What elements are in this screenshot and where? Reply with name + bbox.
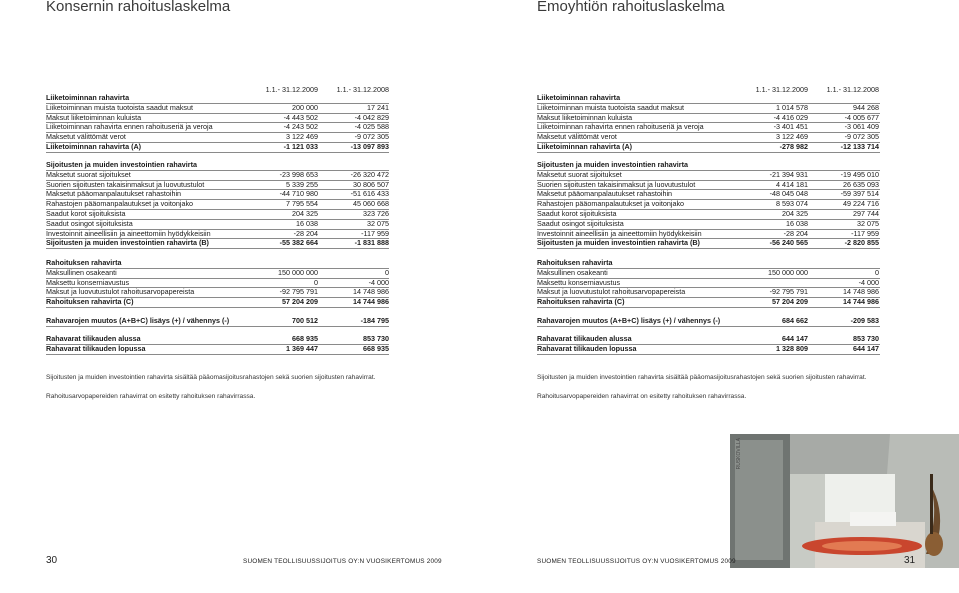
table-row: [537, 170, 880, 180]
row-value-2009: -55 382 664: [279, 238, 318, 248]
row-value-2009: 0: [314, 277, 318, 287]
row-label: Sijoitusten ja muiden investointien rahavirta: [537, 160, 688, 169]
left-page-number: 30: [46, 555, 58, 566]
table-row: [537, 344, 880, 354]
row-label: Liiketoiminnan rahavirta (A): [537, 141, 633, 151]
row-value-2009: 1 369 447: [286, 343, 318, 353]
left-section: [46, 160, 389, 248]
row-label: Suorien sijoitusten takaisinmaksut ja luovutustulot: [46, 179, 205, 189]
table-row: [46, 142, 389, 152]
row-value-2009: -48 045 048: [769, 189, 808, 199]
row-value-2009: 684 662: [782, 316, 808, 325]
right-footer: SUOMEN TEOLLISUUSSIJOITUS OY:N VUOSIKERTOMUS 2009: [537, 558, 736, 565]
row-value-2008: -4 000: [858, 277, 879, 287]
row-label: Liiketoiminnan rahavirta (A): [46, 141, 142, 151]
row-value-2009: 644 147: [782, 334, 808, 343]
row-label: Saadut osingot sijoituksista: [537, 218, 624, 228]
row-value-2008: 14 748 986: [353, 287, 389, 297]
row-value-2008: -9 072 305: [844, 132, 879, 142]
row-value-2009: 1 328 809: [776, 343, 808, 353]
row-label: Liiketoiminnan rahavirta: [46, 93, 130, 102]
row-value-2009: 8 593 074: [776, 199, 808, 209]
row-value-2008: 14 744 986: [843, 297, 879, 307]
table-row: [537, 189, 880, 199]
row-value-2009: -44 710 980: [279, 189, 318, 199]
table-row: [537, 113, 880, 123]
table-row: [537, 278, 880, 288]
row-value-2009: -21 394 931: [769, 169, 808, 179]
table-row: [537, 334, 880, 344]
row-divider: [46, 307, 389, 308]
row-value-2009: 150 000 000: [768, 267, 808, 277]
row-label: Investoinnit aineellisiin ja aineettomiin hyödykkeisiin: [537, 228, 702, 238]
photo-credit: RUSKOVILLA: [736, 438, 742, 470]
right-note-1: Sijoitusten ja muiden investointien rahavirta sisältää pääomasijoitusrahastojen sekä suorien sijoitusten rahavirrat.: [537, 374, 867, 381]
left-section: [46, 316, 389, 326]
row-label: Saadut osingot sijoituksista: [46, 218, 133, 228]
table-row: [537, 238, 880, 248]
left-section: [46, 334, 389, 354]
row-label: Liiketoiminnan muista tuotoista saadut maksut: [537, 102, 685, 112]
row-value-2008: -26 320 472: [350, 169, 389, 179]
table-row: [46, 334, 389, 344]
row-value-2008: -184 795: [360, 316, 389, 325]
row-value-2008: -19 495 010: [840, 169, 879, 179]
row-label: Liiketoiminnan rahavirta: [537, 93, 621, 102]
row-label: Sijoitusten ja muiden investointien rahavirta (B): [537, 238, 700, 248]
table-row: [46, 278, 389, 288]
row-value-2009: 150 000 000: [278, 267, 318, 277]
row-value-2009: 200 000: [292, 102, 318, 112]
row-value-2008: 32 075: [367, 218, 389, 228]
table-row: [46, 229, 389, 239]
left-note-2: Rahoitusarvopapereiden rahavirrat on esitetty rahoituksen rahavirrassa.: [46, 393, 256, 400]
row-value-2008: 14 748 986: [843, 287, 879, 297]
row-value-2008: 853 730: [853, 334, 879, 343]
row-label: Rahavarat tilikauden lopussa: [46, 343, 146, 353]
row-value-2009: -4 416 029: [773, 112, 808, 122]
row-value-2009: 57 204 209: [282, 297, 318, 307]
row-label: Maksullinen osakeanti: [46, 267, 117, 277]
row-value-2009: -4 443 502: [283, 112, 318, 122]
table-row: [46, 344, 389, 354]
row-value-2008: 26 635 093: [843, 179, 879, 189]
right-page-number: 31: [904, 555, 916, 566]
table-row: [46, 268, 389, 278]
row-divider: [537, 248, 880, 249]
row-divider: [537, 152, 880, 153]
row-label: Maksut ja luovutustulot rahoitusarvopapereista: [46, 287, 195, 297]
row-value-2008: 45 060 668: [353, 199, 389, 209]
row-label: Saadut korot sijoituksista: [537, 208, 617, 218]
row-label: Rahastojen pääomanpalautukset ja voitonjako: [46, 199, 194, 209]
right-note-2: Rahoitusarvopapereiden rahavirrat on esitetty rahoituksen rahavirrassa.: [537, 393, 747, 400]
row-label: Liiketoiminnan rahavirta ennen rahoituseriä ja veroja: [537, 122, 704, 132]
row-value-2008: -4 025 588: [354, 122, 389, 132]
row-value-2008: 323 726: [363, 208, 389, 218]
table-row: [537, 258, 880, 268]
left-section: [46, 93, 389, 152]
row-label: Maksut liiketoiminnan kuluista: [46, 112, 142, 122]
row-value-2009: -28 204: [293, 228, 318, 238]
table-row: [537, 199, 880, 209]
row-value-2008: 853 730: [363, 334, 389, 343]
row-value-2009: 3 122 469: [286, 132, 318, 142]
row-value-2009: -28 204: [783, 228, 808, 238]
left-note-1: Sijoitusten ja muiden investointien rahavirta sisältää pääomasijoitusrahastojen sekä suorien sijoitusten rahavirrat.: [46, 374, 376, 381]
row-label: Liiketoiminnan muista tuotoista saadut maksut: [46, 102, 194, 112]
row-label: Rahoituksen rahavirta: [537, 258, 613, 267]
table-row: [537, 268, 880, 278]
row-value-2008: 14 744 986: [353, 297, 389, 307]
table-row: [537, 316, 880, 326]
row-label: Maksetut välittömät verot: [537, 132, 617, 142]
row-label: Liiketoiminnan rahavirta ennen rahoituseriä ja veroja: [46, 122, 213, 132]
table-row: [537, 297, 880, 307]
table-row: [46, 189, 389, 199]
row-value-2008: -117 959: [851, 228, 879, 238]
row-value-2008: 297 744: [853, 208, 879, 218]
row-label: Rahoituksen rahavirta: [46, 258, 122, 267]
table-row: [46, 219, 389, 229]
row-label: Rahoituksen rahavirta (C): [537, 297, 625, 307]
row-value-2008: -4 005 677: [844, 112, 879, 122]
row-value-2009: 700 512: [292, 316, 318, 325]
row-divider: [46, 326, 389, 327]
row-value-2008: -3 061 409: [844, 122, 879, 132]
row-label: Rahoituksen rahavirta (C): [46, 297, 134, 307]
row-label: Maksetut suorat sijoitukset: [46, 169, 131, 179]
row-value-2009: 16 038: [296, 218, 318, 228]
table-row: [537, 142, 880, 152]
row-value-2009: 57 204 209: [772, 297, 808, 307]
left-col-header-2009: 1.1.- 31.12.2009: [265, 85, 318, 94]
table-row: [46, 287, 389, 297]
row-label: Sijoitusten ja muiden investointien rahavirta: [46, 160, 197, 169]
row-value-2009: 7 795 554: [286, 199, 318, 209]
row-value-2009: 1 014 578: [776, 102, 808, 112]
right-col-header-2009: 1.1.- 31.12.2009: [755, 85, 808, 94]
table-row: [537, 209, 880, 219]
row-value-2009: -1 121 033: [283, 141, 318, 151]
row-value-2009: 668 935: [292, 334, 318, 343]
row-divider: [537, 326, 880, 327]
row-value-2008: -13 097 893: [350, 141, 389, 151]
row-label: Maksetut välittömät verot: [46, 132, 126, 142]
table-row: [46, 258, 389, 268]
table-row: [46, 180, 389, 190]
interior-photo: [730, 434, 959, 568]
table-row: [46, 160, 389, 170]
table-row: [537, 122, 880, 132]
row-value-2009: 204 325: [292, 208, 318, 218]
row-value-2009: 4 414 181: [776, 179, 808, 189]
table-row: [537, 103, 880, 113]
row-value-2008: -209 583: [850, 316, 879, 325]
row-value-2009: -92 795 791: [279, 287, 318, 297]
table-row: [537, 229, 880, 239]
table-row: [537, 93, 880, 103]
row-label: Maksullinen osakeanti: [537, 267, 608, 277]
row-value-2009: 3 122 469: [776, 132, 808, 142]
row-divider: [537, 354, 880, 355]
row-value-2008: -4 000: [368, 277, 389, 287]
row-value-2009: -3 401 451: [773, 122, 808, 132]
row-value-2009: 5 339 255: [286, 179, 318, 189]
row-value-2008: 944 268: [853, 102, 879, 112]
row-value-2009: 16 038: [786, 218, 808, 228]
row-label: Rahastojen pääomanpalautukset ja voitonjako: [537, 199, 685, 209]
table-row: [537, 132, 880, 142]
row-label: Maksetut pääomanpalautukset rahastoihin: [537, 189, 673, 199]
table-row: [537, 219, 880, 229]
row-value-2008: -4 042 829: [354, 112, 389, 122]
row-divider: [46, 248, 389, 249]
row-value-2008: 30 806 507: [353, 179, 389, 189]
interior-photo-drawing: [730, 434, 959, 568]
row-value-2008: 17 241: [367, 102, 389, 112]
row-value-2008: -51 616 433: [350, 189, 389, 199]
row-label: Maksetut suorat sijoitukset: [537, 169, 622, 179]
table-row: [46, 209, 389, 219]
left-section: [46, 258, 389, 307]
row-value-2008: -1 831 888: [354, 238, 389, 248]
row-value-2008: 32 075: [857, 218, 879, 228]
row-value-2008: -12 133 714: [840, 141, 879, 151]
row-label: Rahavarojen muutos (A+B+C) lisäys (+) / vähennys (-): [537, 316, 721, 325]
table-row: [46, 238, 389, 248]
row-value-2009: -92 795 791: [769, 287, 808, 297]
table-row: [46, 170, 389, 180]
row-value-2008: -2 820 855: [844, 238, 879, 248]
table-row: [46, 316, 389, 326]
row-value-2008: 49 224 716: [843, 199, 879, 209]
table-row: [46, 122, 389, 132]
row-divider: [537, 307, 880, 308]
row-value-2009: 204 325: [782, 208, 808, 218]
table-row: [46, 113, 389, 123]
left-footer: SUOMEN TEOLLISUUSSIJOITUS OY:N VUOSIKERTOMUS 2009: [243, 558, 442, 565]
row-value-2008: 644 147: [853, 343, 879, 353]
row-value-2008: 0: [875, 267, 879, 277]
table-row: [46, 93, 389, 103]
row-divider: [46, 152, 389, 153]
row-label: Investoinnit aineellisiin ja aineettomiin hyödykkeisiin: [46, 228, 211, 238]
table-row: [46, 103, 389, 113]
right-section: [537, 316, 880, 326]
table-row: [46, 199, 389, 209]
row-value-2008: -117 959: [361, 228, 389, 238]
right-col-header-2008: 1.1.- 31.12.2008: [826, 85, 879, 94]
row-value-2009: -56 240 565: [769, 238, 808, 248]
row-label: Sijoitusten ja muiden investointien rahavirta (B): [46, 238, 209, 248]
row-value-2008: -9 072 305: [354, 132, 389, 142]
row-label: Rahavarat tilikauden lopussa: [537, 343, 637, 353]
row-divider: [46, 354, 389, 355]
left-col-header-2008: 1.1.- 31.12.2008: [336, 85, 389, 94]
row-label: Maksettu konserniavustus: [537, 277, 621, 287]
table-row: [46, 132, 389, 142]
row-value-2008: 668 935: [363, 343, 389, 353]
right-section: [537, 258, 880, 307]
right-section: [537, 160, 880, 248]
right-page-title: Emoyhtiön rahoituslaskelma: [537, 0, 725, 15]
table-row: [537, 287, 880, 297]
row-label: Maksettu konserniavustus: [46, 277, 130, 287]
right-section: [537, 93, 880, 152]
table-row: [46, 297, 389, 307]
row-value-2009: -278 982: [779, 141, 808, 151]
row-value-2008: -59 397 514: [840, 189, 879, 199]
right-section: [537, 334, 880, 354]
row-label: Maksut liiketoiminnan kuluista: [537, 112, 633, 122]
row-label: Maksut ja luovutustulot rahoitusarvopapereista: [537, 287, 686, 297]
left-page-title: Konsernin rahoituslaskelma: [46, 0, 231, 15]
table-row: [537, 160, 880, 170]
row-label: Suorien sijoitusten takaisinmaksut ja luovutustulot: [537, 179, 696, 189]
row-label: Rahavarat tilikauden alussa: [537, 334, 632, 343]
row-label: Rahavarojen muutos (A+B+C) lisäys (+) / vähennys (-): [46, 316, 230, 325]
row-label: Rahavarat tilikauden alussa: [46, 334, 141, 343]
row-label: Saadut korot sijoituksista: [46, 208, 126, 218]
row-value-2008: 0: [385, 267, 389, 277]
row-value-2009: -23 998 653: [279, 169, 318, 179]
row-value-2009: -4 243 502: [283, 122, 318, 132]
table-row: [537, 180, 880, 190]
row-label: Maksetut pääomanpalautukset rahastoihin: [46, 189, 182, 199]
